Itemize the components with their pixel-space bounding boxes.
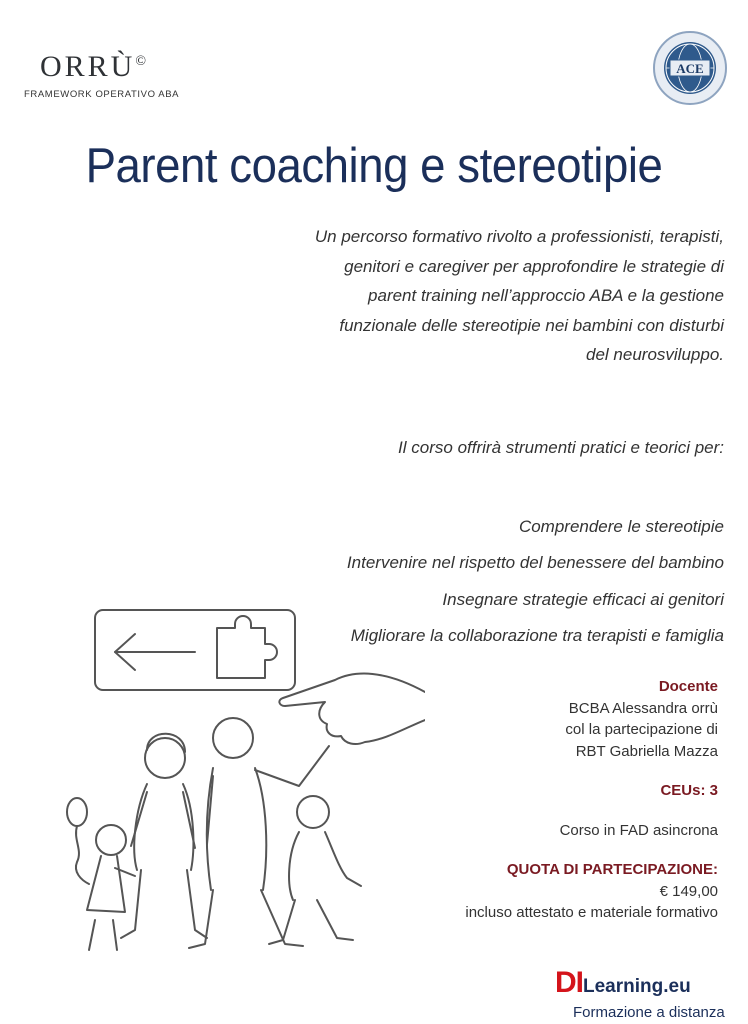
course-info [465, 676, 718, 924]
intro-line: parent training nell’approccio ABA e la gestione [368, 286, 724, 305]
dilearning-logo [555, 968, 725, 1021]
intro-line: Un percorso formativo rivolto a professionisti, terapisti, [314, 227, 724, 246]
intro-line: del neurosviluppo. [586, 345, 724, 364]
goal-item: Comprendere le stereotipie [518, 517, 724, 536]
teacher-label: Docente [658, 678, 718, 695]
family-walking-icon [87, 718, 361, 950]
logo-name: ORRÙ [40, 50, 136, 83]
goal-item: Migliorare la collaborazione tra terapisti e famiglia [350, 625, 724, 645]
teacher-line: col la partecipazione di [565, 721, 718, 738]
goal-item: Insegnare strategie efficaci ai genitori [442, 589, 724, 609]
arrow-left-icon [115, 634, 195, 670]
intro-line: funzionale delle stereotipie nei bambini con disturbi [339, 315, 724, 335]
teacher-line: BCBA Alessandra orrù [568, 699, 718, 717]
badge-text: ACE [676, 61, 704, 76]
intro-line: genitori e caregiver per approfondire le strategie di [344, 256, 724, 276]
pointing-hand-icon [279, 674, 425, 744]
page-title: Parent coaching e stereotipie [85, 139, 663, 193]
fee-note: incluso attestato e materiale formativo [465, 904, 718, 921]
brand-tagline: Formazione a distanza [573, 1004, 725, 1021]
course-mode: Corso in FAD asincrona [559, 821, 718, 839]
copyright-mark: © [135, 54, 149, 69]
fee-price: € 149,00 [659, 882, 718, 900]
puzzle-piece-icon [217, 616, 277, 678]
fee-label: QUOTA DI PARTECIPAZIONE: [506, 861, 718, 878]
brand-dl: DI [555, 966, 583, 999]
balloon-icon [67, 798, 89, 884]
family-illustration [55, 600, 425, 960]
brand-learning: Learning.eu [583, 976, 691, 997]
orru-logo [40, 50, 149, 84]
intro-paragraph [284, 222, 724, 370]
ace-badge-icon [652, 30, 728, 106]
logo-subtitle: FRAMEWORK OPERATIVO ABA [24, 89, 180, 100]
goal-item: Intervenire nel rispetto del benessere del bambino [346, 553, 724, 573]
offer-text: Il corso offrirà strumenti pratici e teorici per: [398, 438, 724, 457]
teacher-line: RBT Gabriella Mazza [575, 742, 718, 760]
ceus-label: CEUs: 3 [660, 782, 718, 799]
